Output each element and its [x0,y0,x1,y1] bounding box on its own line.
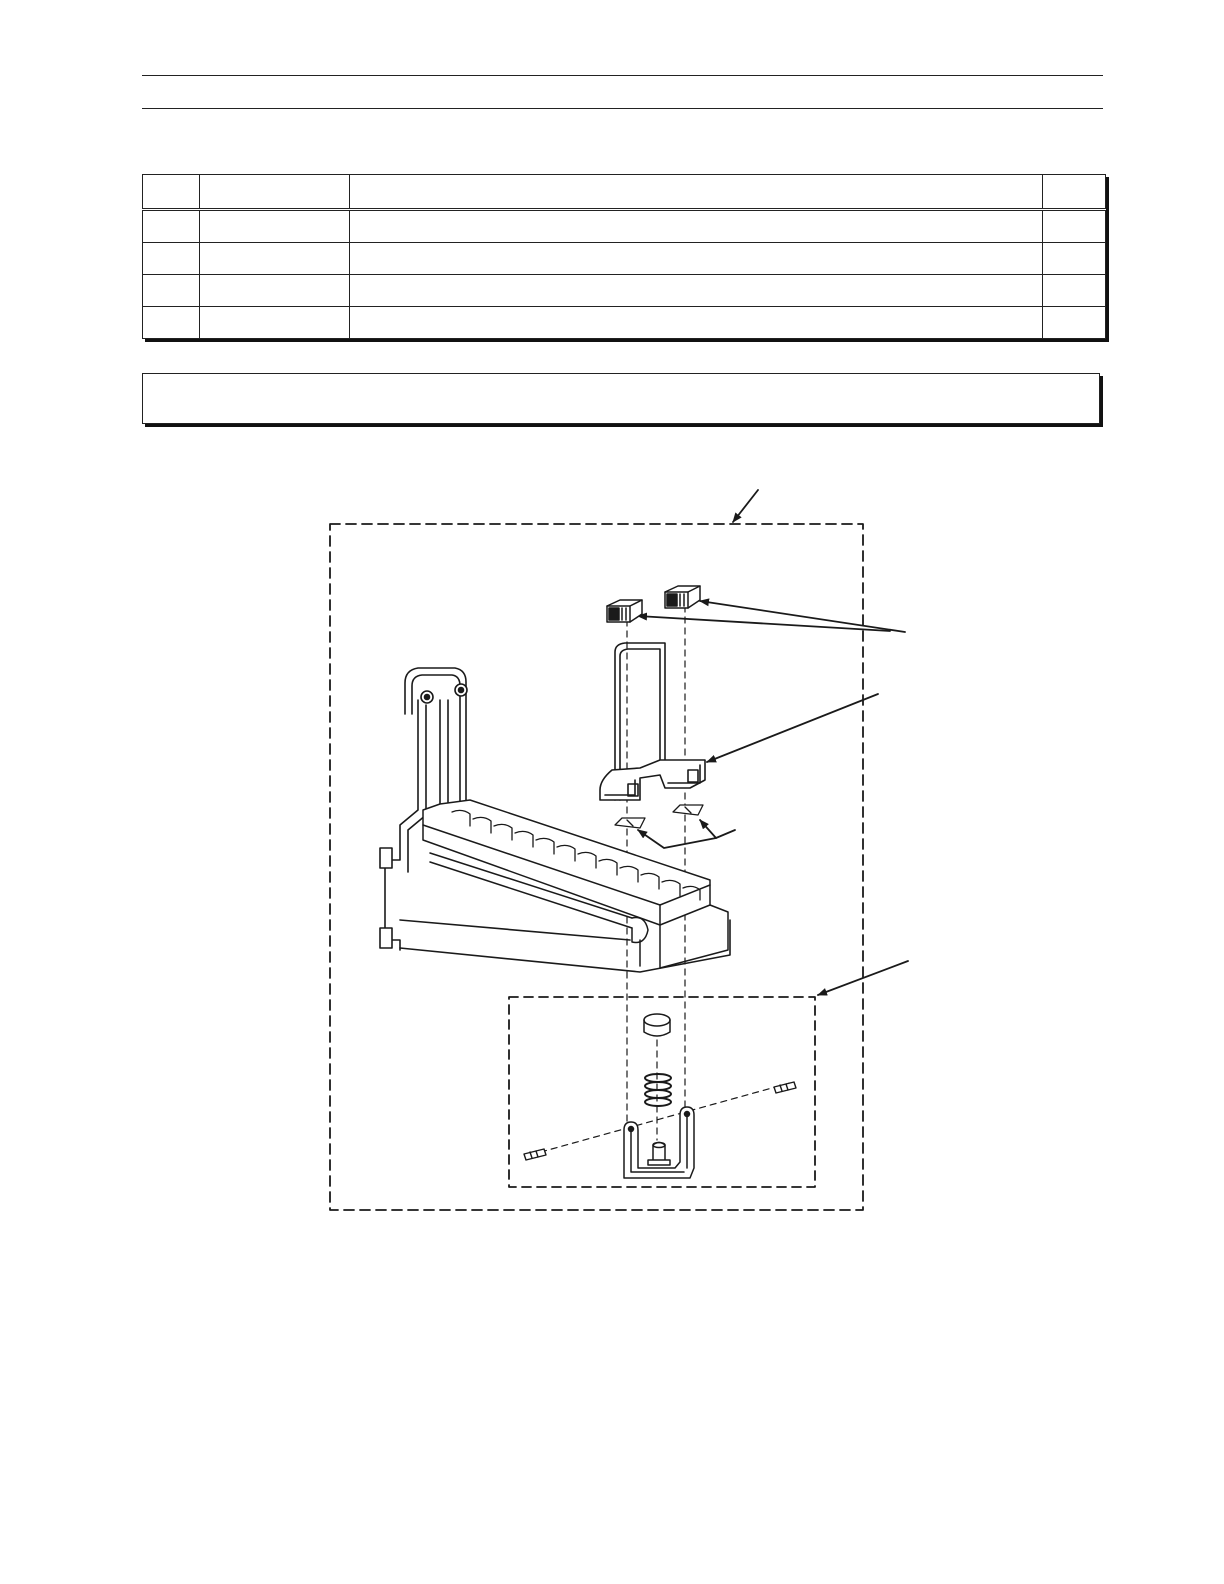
pin-icon [774,1082,796,1093]
callout-arrow-plates-2 [638,830,716,848]
callout-arrow-bracket [707,694,878,762]
roller-icon [423,800,728,968]
latch-icon [607,600,642,622]
bracket-icon [600,643,705,800]
plunger-cap-icon [644,1014,670,1036]
callout-arrows [638,490,908,995]
callout-arrow-assembly [733,490,758,522]
pin-icon [524,1149,546,1160]
plate-icon [615,805,703,828]
u-bracket-icon [624,1107,694,1178]
latch-icon [665,586,700,608]
callout-arrow-latch-1 [700,601,905,632]
callout-arrow-plates [700,820,735,838]
spring-icon [645,1074,671,1106]
